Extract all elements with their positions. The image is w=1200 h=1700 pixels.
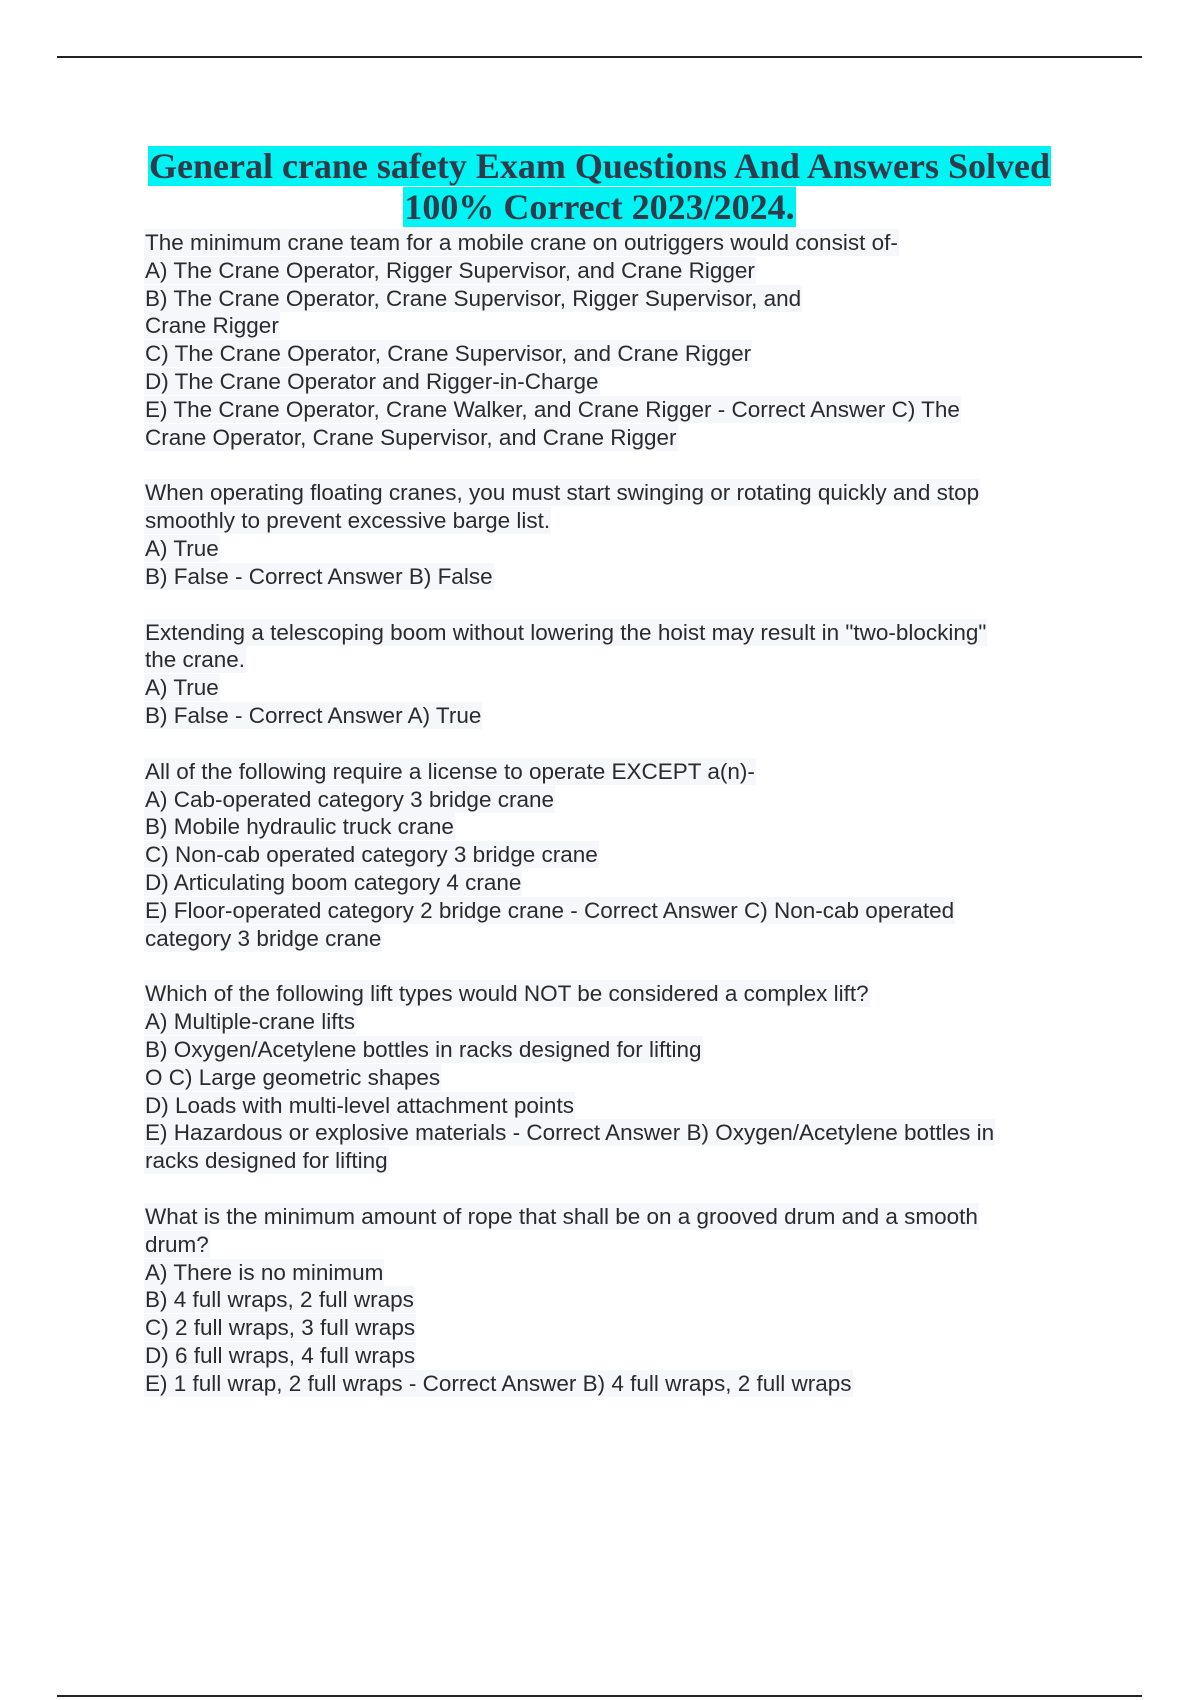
footer-rule — [57, 1695, 1142, 1697]
question-text — [145, 1203, 1075, 1231]
answer-line — [145, 897, 1075, 925]
answer-line — [145, 841, 1075, 869]
line-text: category 3 bridge crane — [145, 925, 382, 951]
line-text: O C) Large geometric shapes — [145, 1064, 441, 1090]
title-line-1: General crane safety Exam Questions And Answers Solved — [148, 146, 1050, 186]
answer-line — [145, 1064, 1075, 1092]
line-text: What is the minimum amount of rope that shall be on a grooved drum and a smooth — [145, 1203, 978, 1229]
line-text: B) False - Correct Answer B) False — [145, 563, 493, 589]
answer-line — [145, 1286, 1075, 1314]
answer-line — [145, 1119, 1075, 1147]
line-text: A) Cab-operated category 3 bridge crane — [145, 786, 554, 812]
answer-line — [145, 813, 1075, 841]
line-text: D) 6 full wraps, 4 full wraps — [145, 1342, 416, 1368]
answer-line — [145, 396, 1075, 424]
line-text: Which of the following lift types would NOT be considered a complex lift? — [145, 981, 869, 1007]
answer-line — [145, 1342, 1075, 1370]
answer-line — [145, 869, 1075, 897]
answer-line — [145, 1036, 1075, 1064]
answer-line — [145, 285, 1075, 313]
line-text: C) The Crane Operator, Crane Supervisor, and Crane Rigger — [145, 341, 752, 367]
answer-line — [145, 1092, 1075, 1120]
question-text — [145, 479, 1075, 507]
question-block — [145, 229, 1075, 451]
question-text — [145, 758, 1075, 786]
answer-line — [145, 786, 1075, 814]
question-block — [145, 1203, 1075, 1398]
answer-line — [145, 312, 1075, 340]
line-text: D) Loads with multi-level attachment points — [145, 1092, 574, 1118]
answer-line — [145, 1231, 1075, 1259]
line-text: D) The Crane Operator and Rigger-in-Charge — [145, 368, 599, 394]
question-block — [145, 479, 1075, 590]
question-block — [145, 980, 1075, 1175]
line-text: D) Articulating boom category 4 crane — [145, 869, 522, 895]
answer-line — [145, 1147, 1075, 1175]
answer-line — [145, 563, 1075, 591]
document-title — [57, 146, 1142, 228]
line-text: drum? — [145, 1231, 209, 1257]
line-text: B) 4 full wraps, 2 full wraps — [145, 1287, 414, 1313]
answer-line — [145, 702, 1075, 730]
line-text: E) 1 full wrap, 2 full wraps - Correct Answer B) 4 full wraps, 2 full wraps — [145, 1370, 852, 1396]
answer-line — [145, 257, 1075, 285]
line-text: E) Hazardous or explosive materials - Correct Answer B) Oxygen/Acetylene bottles in — [145, 1120, 995, 1146]
answer-line — [145, 674, 1075, 702]
answer-line — [145, 368, 1075, 396]
line-text: A) True — [145, 535, 219, 561]
answer-line — [145, 646, 1075, 674]
line-text: smoothly to prevent excessive barge list. — [145, 508, 551, 534]
question-list — [145, 229, 1075, 1425]
line-text: A) True — [145, 675, 219, 701]
answer-line — [145, 925, 1075, 953]
line-text: B) Mobile hydraulic truck crane — [145, 814, 454, 840]
question-block — [145, 758, 1075, 953]
answer-line — [145, 340, 1075, 368]
line-text: C) 2 full wraps, 3 full wraps — [145, 1315, 416, 1341]
line-text: The minimum crane team for a mobile crane on outriggers would consist of- — [145, 230, 898, 255]
answer-line — [145, 1259, 1075, 1287]
answer-line — [145, 1008, 1075, 1036]
line-text: All of the following require a license to operate EXCEPT a(n)- — [145, 758, 755, 784]
answer-line — [145, 424, 1075, 452]
line-text: Crane Rigger — [145, 313, 279, 339]
answer-line — [145, 1370, 1075, 1398]
question-text — [145, 619, 1075, 647]
line-text: the crane. — [145, 647, 246, 673]
header-rule — [57, 56, 1142, 58]
line-text: Extending a telescoping boom without lowering the hoist may result in "two-blocking" — [145, 619, 987, 645]
line-text: Crane Operator, Crane Supervisor, and Crane Rigger — [145, 424, 677, 450]
line-text: B) Oxygen/Acetylene bottles in racks designed for lifting — [145, 1036, 702, 1062]
line-text: racks designed for lifting — [145, 1148, 388, 1174]
line-text: When operating floating cranes, you must start swinging or rotating quickly and stop — [145, 480, 980, 506]
title-line-2: 100% Correct 2023/2024. — [404, 187, 795, 227]
line-text: C) Non-cab operated category 3 bridge crane — [145, 842, 598, 868]
question-block — [145, 619, 1075, 730]
line-text: E) Floor-operated category 2 bridge crane - Correct Answer C) Non-cab operated — [145, 897, 955, 923]
line-text: B) False - Correct Answer A) True — [145, 702, 482, 728]
line-text: A) Multiple-crane lifts — [145, 1009, 356, 1035]
question-text — [145, 980, 1075, 1008]
answer-line — [145, 535, 1075, 563]
line-text: E) The Crane Operator, Crane Walker, and Crane Rigger - Correct Answer C) The — [145, 396, 960, 422]
line-text: B) The Crane Operator, Crane Supervisor, Rigger Supervisor, and — [145, 285, 802, 311]
line-text: A) There is no minimum — [145, 1259, 384, 1285]
line-text: A) The Crane Operator, Rigger Supervisor, and Crane Rigger — [145, 257, 755, 283]
question-text — [145, 229, 1075, 257]
answer-line — [145, 1314, 1075, 1342]
answer-line — [145, 507, 1075, 535]
